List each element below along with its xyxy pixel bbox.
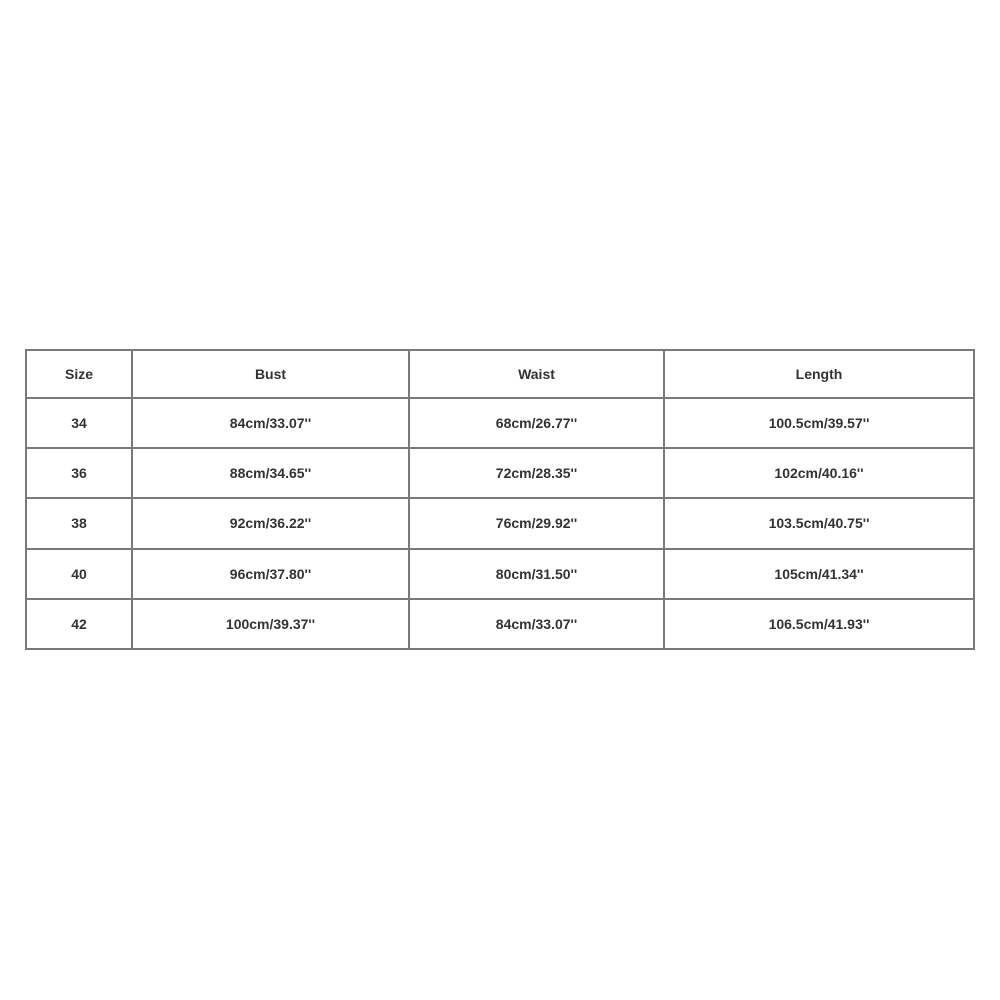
cell-size: 42: [26, 599, 132, 649]
table-row: [26, 549, 974, 599]
table-body: [26, 398, 974, 649]
header-row: [26, 350, 974, 398]
table-row: [26, 398, 974, 448]
cell-waist: 68cm/26.77'': [409, 398, 664, 448]
cell-length: 102cm/40.16'': [664, 448, 974, 498]
cell-length: 100.5cm/39.57'': [664, 398, 974, 448]
cell-bust: 92cm/36.22'': [132, 498, 409, 548]
size-chart-table: [25, 349, 975, 650]
cell-waist: 80cm/31.50'': [409, 549, 664, 599]
cell-size: 40: [26, 549, 132, 599]
cell-bust: 100cm/39.37'': [132, 599, 409, 649]
table-header: [26, 350, 974, 398]
table-row: [26, 599, 974, 649]
table-row: [26, 448, 974, 498]
cell-length: 103.5cm/40.75'': [664, 498, 974, 548]
cell-size: 36: [26, 448, 132, 498]
header-bust: Bust: [132, 350, 409, 398]
cell-length: 106.5cm/41.93'': [664, 599, 974, 649]
cell-bust: 96cm/37.80'': [132, 549, 409, 599]
cell-size: 38: [26, 498, 132, 548]
cell-bust: 88cm/34.65'': [132, 448, 409, 498]
cell-size: 34: [26, 398, 132, 448]
cell-waist: 76cm/29.92'': [409, 498, 664, 548]
header-length: Length: [664, 350, 974, 398]
cell-length: 105cm/41.34'': [664, 549, 974, 599]
table-row: [26, 498, 974, 548]
cell-waist: 84cm/33.07'': [409, 599, 664, 649]
header-waist: Waist: [409, 350, 664, 398]
cell-bust: 84cm/33.07'': [132, 398, 409, 448]
cell-waist: 72cm/28.35'': [409, 448, 664, 498]
header-size: Size: [26, 350, 132, 398]
